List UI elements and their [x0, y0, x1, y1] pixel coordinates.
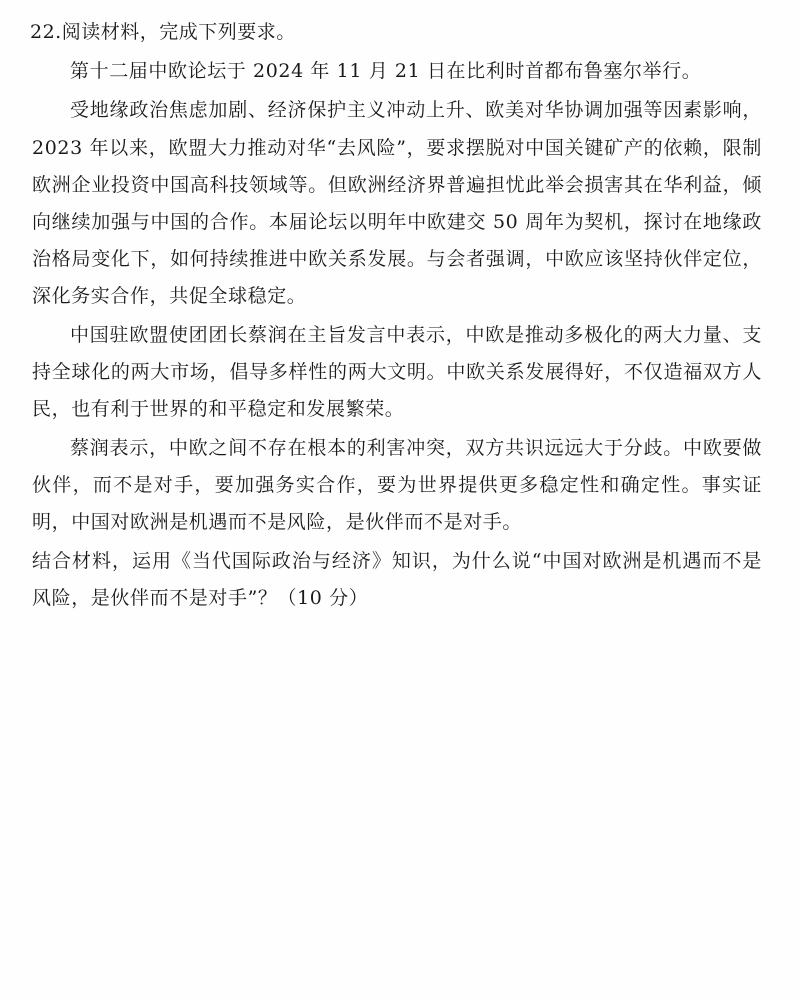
material-paragraph-3: 中国驻欧盟使团团长蔡润在主旨发言中表示，中欧是推动多极化的两大力量、支持全球化的两大市场，倡导多样性的两大文明。中欧关系发展得好，不仅造福双方人民，也有利于世界的和平稳定和发展繁荣。 [32, 323, 762, 420]
question-prompt: 阅读材料，完成下列要求。 [61, 21, 296, 43]
material-paragraph-2: 受地缘政治焦虑加剧、经济保护主义冲动上升、欧美对华协调加强等因素影响，2023 年以来，欧盟大力推动对华“去风险”，要求摆脱对中国关键矿产的依赖，限制欧洲企业投资中国高科技领域等。但欧洲经济界普遍担忧此举会损害其在华利益，倾向继续加强与中国的合作。本届论坛以明年中欧建交 50 周年为契机，探讨在地缘政治格局变化下，如何持续推进中欧关系发展。与会者强调，中欧应该坚持伙伴定位，深化务实合作，共促全球稳定。 [32, 99, 762, 307]
material-body [30, 53, 766, 617]
question-number: 22. [30, 21, 62, 43]
question-heading [30, 18, 766, 47]
material-paragraph-4: 蔡润表示，中欧之间不存在根本的利害冲突，双方共识远远大于分歧。中欧要做伙伴，而不是对手，要加强务实合作，要为世界提供更多稳定性和确定性。事实证明，中国对欧洲是机遇而不是风险，是伙伴而不是对手。 [32, 436, 762, 533]
final-instruction: 结合材料，运用《当代国际政治与经济》知识，为什么说“中国对欧洲是机遇而不是风险，是伙伴而不是对手”？（10 分） [32, 550, 762, 610]
answer-blank-space [30, 617, 766, 997]
material-paragraph-1: 第十二届中欧论坛于 2024 年 11 月 21 日在比利时首都布鲁塞尔举行。 [70, 60, 702, 83]
